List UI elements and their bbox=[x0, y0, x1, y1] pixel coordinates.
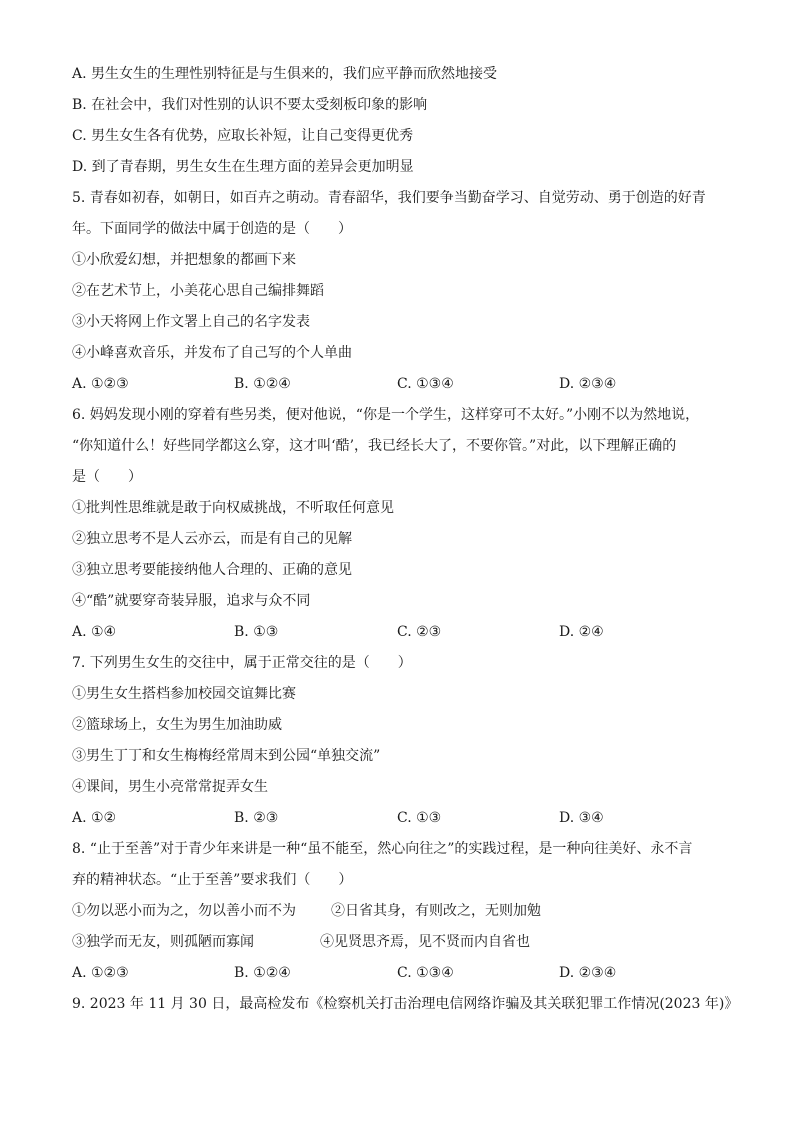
q7-choice-c[interactable]: C. ①③ bbox=[397, 810, 442, 826]
q6-item-2: ②独立思考不是人云亦云，而是有自己的见解 bbox=[72, 531, 352, 547]
q7-item-3: ③男生丁丁和女生梅梅经常周末到公园“单独交流” bbox=[72, 748, 381, 764]
q8-item-3: ③独学而无友，则孤陋而寡闻 bbox=[72, 934, 254, 950]
q8-choice-c[interactable]: C. ①③④ bbox=[397, 965, 454, 981]
q7-choices bbox=[72, 808, 732, 839]
q6-stem-line2: “你知道什么！好些同学都这么穿，这才叫‘酷’，我已经长大了，不要你管。”对此，以下理解正确的 bbox=[72, 438, 677, 454]
q6-item-4: ④“酷”就要穿奇装异服，追求与众不同 bbox=[72, 593, 311, 609]
q7-choice-a[interactable]: A. ①② bbox=[72, 810, 117, 826]
q6-stem-line3: 是（ ） bbox=[72, 469, 142, 485]
q4-option-b: B. 在社会中，我们对性别的认识不要太受刻板印象的影响 bbox=[72, 97, 428, 113]
q5-item-4: ④小峰喜欢音乐，并发布了自己写的个人单曲 bbox=[72, 345, 352, 361]
q5-choice-c[interactable]: C. ①③④ bbox=[397, 376, 454, 392]
q5-item-3: ③小天将网上作文署上自己的名字发表 bbox=[72, 314, 310, 330]
q4-option-d: D. 到了青春期，男生女生在生理方面的差异会更加明显 bbox=[72, 159, 414, 175]
q5-choices bbox=[72, 374, 732, 405]
q4-option-a: A. 男生女生的生理性别特征是与生俱来的，我们应平静而欣然地接受 bbox=[72, 66, 498, 82]
q6-item-1: ①批判性思维就是敢于向权威挑战，不听取任何意见 bbox=[72, 500, 394, 516]
q8-stem-line2: 弃的精神状态。“止于至善”要求我们（ ） bbox=[72, 872, 353, 888]
q8-item-1: ①勿以恶小而为之，勿以善小而不为 bbox=[72, 903, 296, 919]
q6-choice-b[interactable]: B. ①③ bbox=[234, 624, 279, 640]
q6-choice-a[interactable]: A. ①④ bbox=[72, 624, 117, 640]
q5-choice-d[interactable]: D. ②③④ bbox=[559, 376, 617, 392]
q7-item-2: ②篮球场上，女生为男生加油助威 bbox=[72, 717, 282, 733]
q5-item-1: ①小欣爱幻想，并把想象的都画下来 bbox=[72, 252, 296, 268]
q7-choice-b[interactable]: B. ②③ bbox=[234, 810, 279, 826]
q8-item-2: ②日省其身，有则改之，无则加勉 bbox=[331, 903, 541, 919]
q7-item-4: ④课间，男生小亮常常捉弄女生 bbox=[72, 779, 268, 795]
exam-page bbox=[72, 64, 739, 1025]
q6-choice-c[interactable]: C. ②③ bbox=[397, 624, 442, 640]
q5-choice-b[interactable]: B. ①②④ bbox=[234, 376, 291, 392]
q7-choice-d[interactable]: D. ③④ bbox=[559, 810, 604, 826]
q5-item-2: ②在艺术节上，小美花心思自己编排舞蹈 bbox=[72, 283, 324, 299]
q8-items-row2 bbox=[72, 932, 732, 963]
q4-option-c: C. 男生女生各有优势，应取长补短，让自己变得更优秀 bbox=[72, 128, 414, 144]
q8-stem-line1: 8. “止于至善”对于青少年来讲是一种“虽不能至，然心向往之”的实践过程，是一种向往美好、永不言 bbox=[72, 841, 693, 857]
q9-stem-line1: 9. 2023 年 11 月 30 日，最高检发布《检察机关打击治理电信网络诈骗及其关联犯罪工作情况(2023 年)》 bbox=[72, 996, 739, 1012]
q6-item-3: ③独立思考要能接纳他人合理的、正确的意见 bbox=[72, 562, 352, 578]
q6-choice-d[interactable]: D. ②④ bbox=[559, 624, 604, 640]
q8-choice-a[interactable]: A. ①②③ bbox=[72, 965, 129, 981]
q5-stem-line2: 年。下面同学的做法中属于创造的是（ ） bbox=[72, 221, 352, 237]
q5-choice-a[interactable]: A. ①②③ bbox=[72, 376, 129, 392]
q6-stem-line1: 6. 妈妈发现小刚的穿着有些另类，便对他说，“你是一个学生，这样穿可不太好。”小刚不以为然地说， bbox=[72, 407, 700, 423]
q8-choice-b[interactable]: B. ①②④ bbox=[234, 965, 291, 981]
q8-item-4: ④见贤思齐焉，见不贤而内自省也 bbox=[320, 934, 530, 950]
q8-choice-d[interactable]: D. ②③④ bbox=[559, 965, 617, 981]
q7-stem-line1: 7. 下列男生女生的交往中，属于正常交往的是（ ） bbox=[72, 655, 412, 671]
q5-stem-line1: 5. 青春如初春，如朝日，如百卉之萌动。青春韶华，我们要争当勤奋学习、自觉劳动、勇于创造的好青 bbox=[72, 190, 706, 206]
q6-choices bbox=[72, 622, 732, 653]
q8-choices bbox=[72, 963, 732, 994]
q8-items-row1 bbox=[72, 901, 732, 932]
q7-item-1: ①男生女生搭档参加校园交谊舞比赛 bbox=[72, 686, 296, 702]
